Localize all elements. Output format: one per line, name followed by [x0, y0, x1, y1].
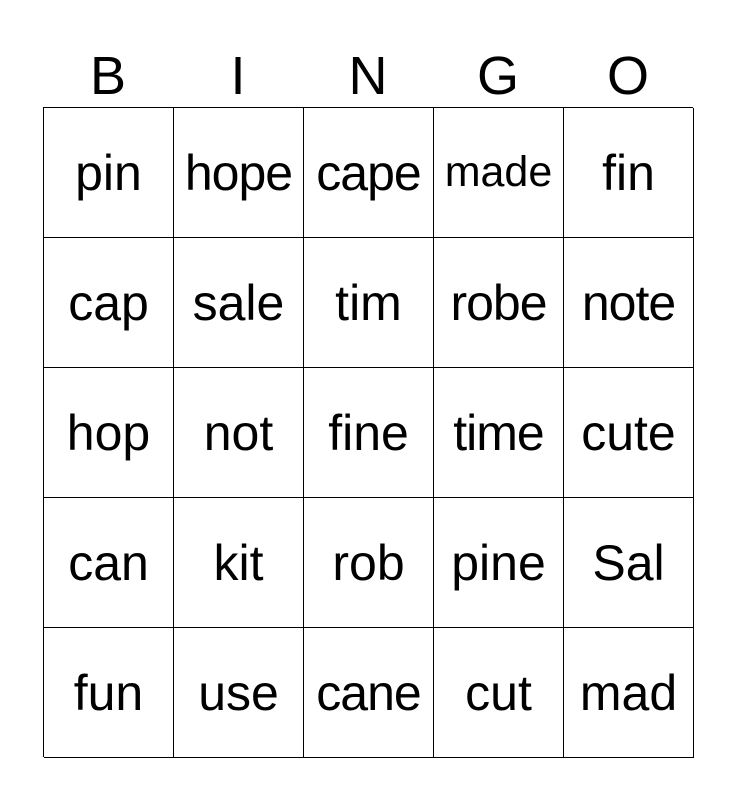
bingo-cell[interactable]: cape [304, 108, 434, 238]
bingo-cell[interactable]: not [174, 368, 304, 498]
bingo-cell[interactable]: note [564, 238, 694, 368]
bingo-cell[interactable]: pin [44, 108, 174, 238]
bingo-cell[interactable]: cane [304, 628, 434, 758]
bingo-cell[interactable]: cap [44, 238, 174, 368]
bingo-cell[interactable]: kit [174, 498, 304, 628]
bingo-cell[interactable]: fine [304, 368, 434, 498]
bingo-cell[interactable]: rob [304, 498, 434, 628]
bingo-cell[interactable]: mad [564, 628, 694, 758]
bingo-cell[interactable]: fun [44, 628, 174, 758]
bingo-cell[interactable]: time [434, 368, 564, 498]
bingo-cell[interactable]: made [434, 108, 564, 238]
bingo-cell[interactable]: can [44, 498, 174, 628]
bingo-header [43, 44, 693, 108]
bingo-cell[interactable]: Sal [564, 498, 694, 628]
header-letter-g: G [476, 46, 519, 106]
bingo-cell[interactable]: cute [564, 368, 694, 498]
bingo-cell[interactable]: tim [304, 238, 434, 368]
header-letter-n: N [348, 46, 388, 106]
bingo-cell[interactable]: pine [434, 498, 564, 628]
header-letter-o: O [606, 46, 649, 106]
bingo-cell[interactable]: hope [174, 108, 304, 238]
bingo-cell[interactable]: robe [434, 238, 564, 368]
bingo-cell[interactable]: sale [174, 238, 304, 368]
bingo-card-grid [43, 107, 693, 757]
bingo-cell[interactable]: use [174, 628, 304, 758]
bingo-cell[interactable]: fin [564, 108, 694, 238]
header-letter-b: B [89, 46, 127, 106]
bingo-cell[interactable]: hop [44, 368, 174, 498]
header-letter-i: I [230, 46, 246, 106]
bingo-cell[interactable]: cut [434, 628, 564, 758]
